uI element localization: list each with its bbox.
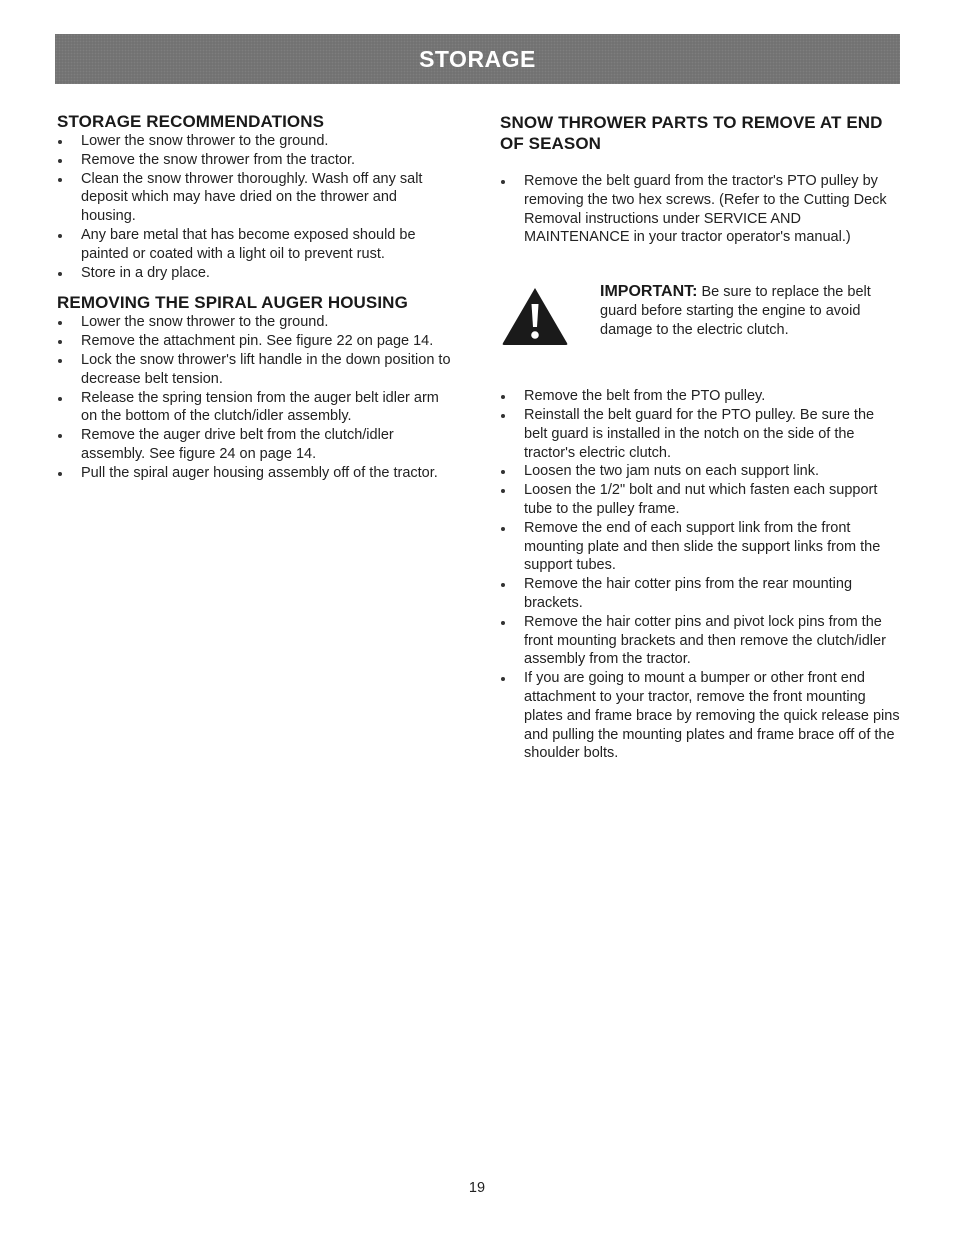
parts-to-remove-list-before: [500, 172, 900, 247]
list-item: Remove the belt from the PTO pulley.: [500, 387, 900, 406]
list-item: Reinstall the belt guard for the PTO pulley. Be sure the belt guard is installed in the notch on the side of the tractor's electric clutch.: [500, 406, 900, 462]
list-item: Remove the hair cotter pins from the rear mounting brackets.: [500, 575, 900, 613]
list-item: Remove the end of each support link from the front mounting plate and then slide the support links from the support tubes.: [500, 519, 900, 575]
list-item: Lower the snow thrower to the ground.: [57, 313, 452, 332]
list-item: Any bare metal that has become exposed should be painted or coated with a light oil to prevent rust.: [57, 226, 452, 264]
left-column: [57, 112, 452, 483]
important-notice: [500, 283, 900, 351]
list-item: Release the spring tension from the auger belt idler arm on the bottom of the clutch/idler assembly.: [57, 389, 452, 427]
storage-recommendations-list: [57, 132, 452, 282]
list-item: Remove the auger drive belt from the clutch/idler assembly. See figure 24 on page 14.: [57, 426, 452, 464]
auger-housing-heading: REMOVING THE SPIRAL AUGER HOUSING: [57, 293, 408, 313]
list-item: Store in a dry place.: [57, 264, 452, 283]
list-item: Lock the snow thrower's lift handle in the down position to decrease belt tension.: [57, 351, 452, 389]
important-text: [600, 283, 900, 339]
list-item: Clean the snow thrower thoroughly. Wash off any salt deposit which may have dried on the thrower and housing.: [57, 170, 452, 226]
list-item: If you are going to mount a bumper or other front end attachment to your tractor, remove the front mounting plates and frame brace by removing the quick release pins and pulling the mounting plates and frame brace off of the shoulder bolts.: [500, 669, 900, 763]
list-item: Remove the snow thrower from the tractor.: [57, 151, 452, 170]
list-item: Pull the spiral auger housing assembly off of the tractor.: [57, 464, 452, 483]
list-item: Loosen the 1/2" bolt and nut which fasten each support tube to the pulley frame.: [500, 481, 900, 519]
page-number: 19: [468, 1180, 486, 1196]
list-item: Remove the attachment pin. See figure 22 on page 14.: [57, 332, 452, 351]
warning-triangle-icon: [500, 285, 570, 347]
list-item: Remove the hair cotter pins and pivot lock pins from the front mounting brackets and then remove the clutch/idler assembly from the tractor.: [500, 613, 900, 669]
list-item: Loosen the two jam nuts on each support link.: [500, 462, 900, 481]
section-banner: [55, 34, 900, 84]
storage-recommendations-heading: STORAGE RECOMMENDATIONS: [57, 112, 325, 131]
right-column: [500, 112, 900, 763]
auger-housing-list: [57, 313, 452, 482]
parts-to-remove-list-after: [500, 387, 900, 763]
list-item: Remove the belt guard from the tractor's PTO pulley by removing the two hex screws. (Refer to the Cutting Deck Removal instructions under SERVICE AND MAINTENANCE in your tractor operator's manual.): [500, 172, 900, 247]
list-item: Lower the snow thrower to the ground.: [57, 132, 452, 151]
important-label: IMPORTANT:: [600, 283, 698, 301]
section-title: STORAGE: [419, 45, 536, 72]
important-message: Be sure to replace the belt guard before starting the engine to avoid damage to the electric clutch.: [600, 284, 871, 338]
parts-to-remove-heading: SNOW THROWER PARTS TO REMOVE AT END OF SEASON: [500, 113, 883, 153]
